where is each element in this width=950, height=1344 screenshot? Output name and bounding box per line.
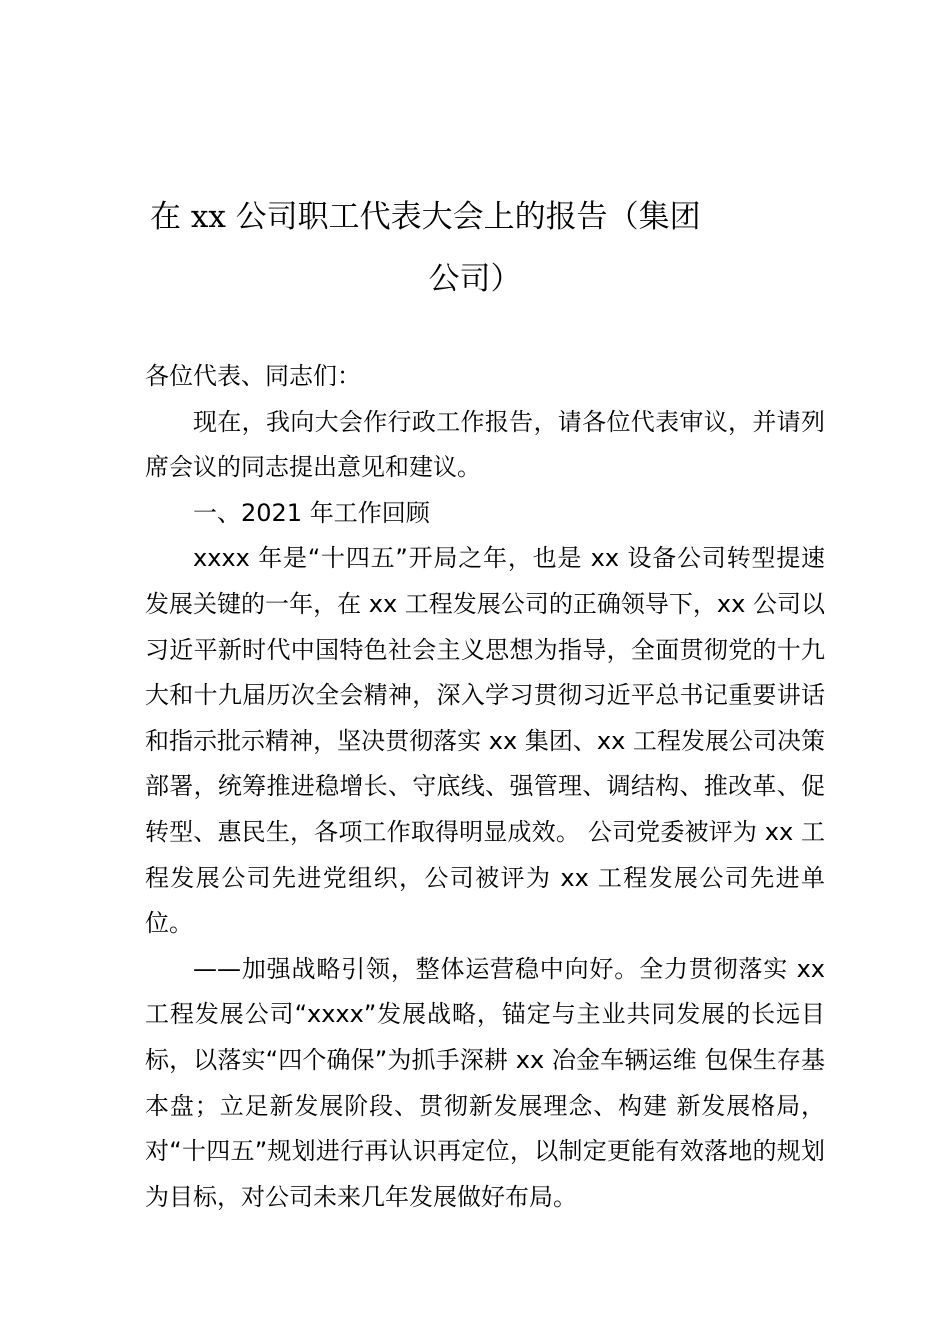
document-title-line-2: 公司）	[428, 261, 522, 297]
document-body	[145, 354, 825, 1220]
salutation: 各位代表、同志们：	[145, 362, 361, 390]
paragraph-intro: 现在，我向大会作行政工作报告，请各位代表审议，并请列席会议的同志提出意见和建议。	[145, 407, 825, 482]
paragraph-strategy: ——加强战略引领，整体运营稳中向好。全力贯彻落实 xx 工程发展公司“xxxx”发展战略，锚定与主业共同发展的长远目标，以落实“四个确保”为抓手深耕 xx 冶金车辆运维 包保生存基本盘；立足新发展阶段、贯彻新发展理念、构建 新发展格局，对“十四五”规划进行再认识再定位，以制定更能有效落地的规划为目标，对公司未来几年发展做好布局。	[145, 954, 825, 1211]
section-heading: 一、2021 年工作回顾	[193, 498, 430, 527]
document-title-line-1: 在 xx 公司职工代表大会上的报告（集团	[150, 199, 701, 235]
paragraph-review: xxxx 年是“十四五”开局之年，也是 xx 设备公司转型提速发展关键的一年，在 xx 工程发展公司的正确领导下，xx 公司以习近平新时代中国特色社会主义思想为指导，全面贯彻党的十九大和十九届历次全会精神，深入学习贯彻习近平总书记重要讲话和指示批示精神，坚决贯彻落实 xx 集团、xx 工程发展公司决策部署，统筹推进稳增长、守底线、强管理、调结构、推改革、促转型、惠民生，各项工作取得明显成效。 公司党委被评为 xx 工程发展公司先进党组织，公司被评为 xx 工程发展公司先进单位。	[145, 544, 825, 938]
